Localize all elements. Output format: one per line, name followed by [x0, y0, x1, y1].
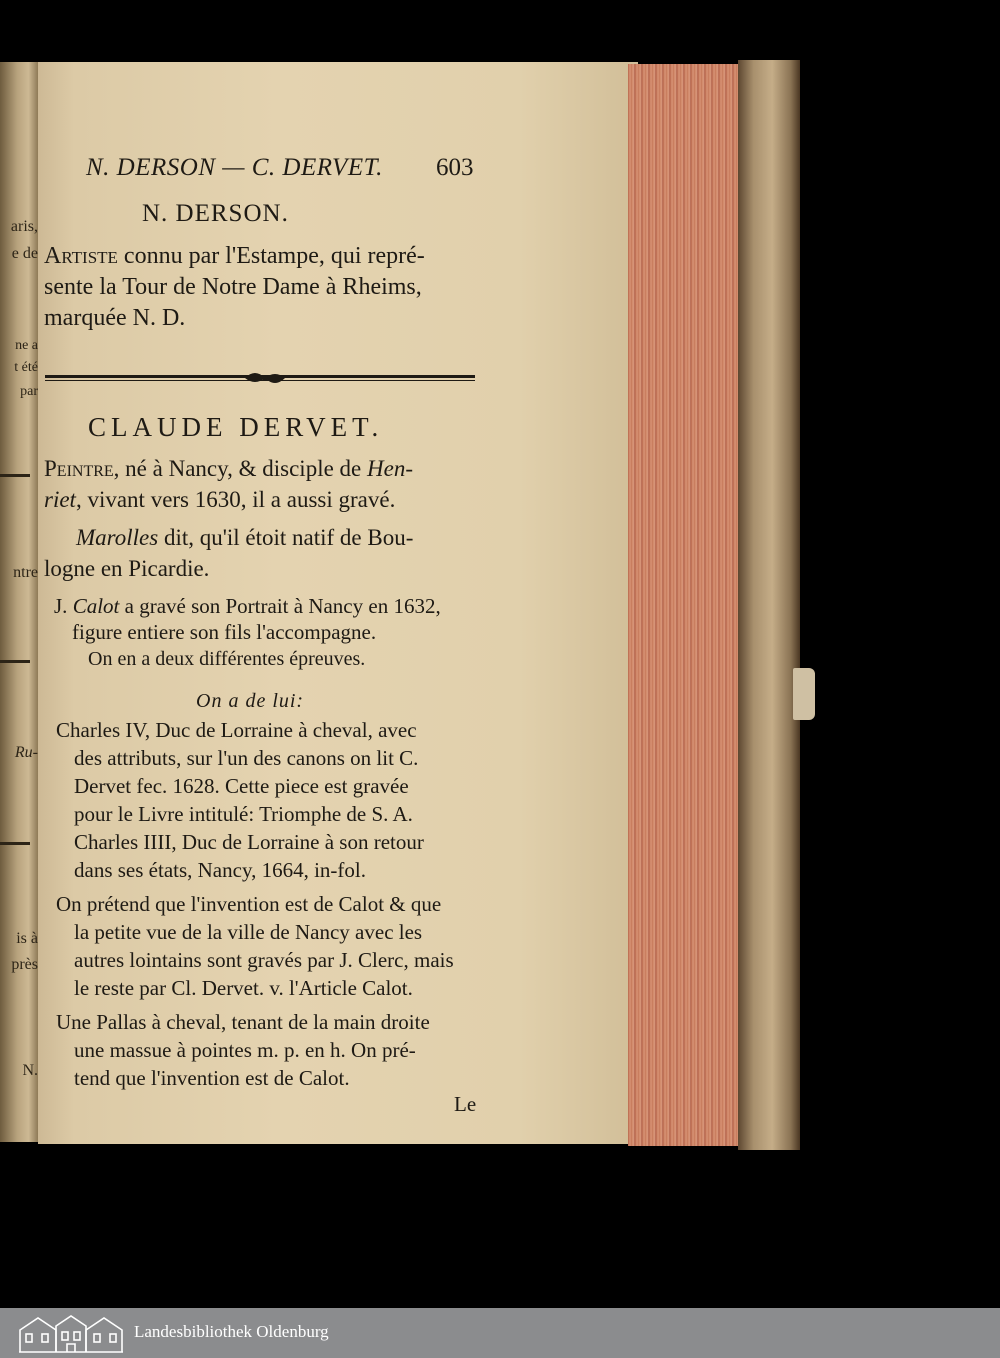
work-line: Une Pallas à cheval, tenant de la main droite [56, 1010, 430, 1034]
entry-text-line [76, 525, 413, 551]
running-head: N. DERSON — C. DERVET. [86, 154, 383, 181]
person-name: riet [44, 487, 76, 512]
left-page-fragment: près [11, 956, 38, 973]
left-page-fragment: ne a [15, 338, 38, 353]
left-page-rule [0, 660, 30, 663]
work-line: la petite vue de la ville de Nancy avec les [74, 920, 423, 944]
work-line: le reste par Cl. Dervet. v. l'Article Calot. [74, 976, 413, 1000]
entry-text: , vivant vers 1630, il a aussi gravé. [75, 487, 396, 512]
bookmark-ribbon [793, 668, 815, 720]
work-line: pour le Livre intitulé: Triomphe de S. A. [74, 802, 413, 826]
entry-heading-dervet: CLAUDE DERVET. [88, 412, 384, 442]
work-line: Charles IIII, Duc de Lorraine à son retour [74, 830, 424, 854]
work-line: autres lointains sont gravés par J. Clerc, mais [74, 948, 454, 972]
left-page-rule [0, 842, 30, 845]
book-cover [738, 60, 800, 1150]
ornamental-rule [45, 368, 475, 388]
entry-text-line: On en a deux différentes épreuves. [88, 648, 366, 670]
works-heading: On a de lui: [196, 690, 305, 712]
entry-text-line: figure entiere son fils l'accompagne. [72, 620, 377, 644]
catchword: Le [454, 1092, 477, 1116]
left-page-fragment: aris, [10, 218, 38, 235]
entry-text-line: marquée N. D. [44, 305, 186, 331]
entry-text-line [54, 594, 441, 619]
entry-text-line [44, 456, 413, 482]
work-line: des attributs, sur l'un des canons on lit C. [74, 746, 419, 770]
person-name: Marolles [76, 525, 159, 550]
library-building-logo [18, 1314, 124, 1354]
left-page-rule [0, 474, 30, 477]
entry-lead-word: Peintre [44, 456, 114, 481]
work-line: une massue à pointes m. p. en h. On pré- [74, 1038, 416, 1062]
entry-text: J. [54, 594, 68, 618]
person-name: Calot [72, 594, 120, 618]
entry-text-line [44, 243, 425, 270]
page-edges [628, 64, 740, 1146]
left-page-fragment: N. [22, 1062, 38, 1079]
work-line: dans ses états, Nancy, 1664, in-fol. [74, 858, 366, 882]
left-page-fragment: par [20, 384, 38, 399]
page-number: 603 [436, 154, 474, 181]
work-line: Charles IV, Duc de Lorraine à cheval, avec [56, 718, 417, 742]
entry-text-line: sente la Tour de Notre Dame à Rheims, [44, 274, 422, 300]
entry-text-line: logne en Picardie. [44, 556, 210, 581]
entry-text-line [44, 487, 395, 513]
entry-text: dit, qu'il étoit natif de Bou- [163, 525, 414, 550]
entry-text: , né à Nancy, & disciple de [113, 456, 362, 481]
work-line: tend que l'invention est de Calot. [74, 1066, 350, 1090]
entry-text: a gravé son Portrait à Nancy en 1632, [124, 594, 441, 618]
entry-text: connu par l'Estampe, qui repré- [123, 243, 425, 269]
left-page-fragment: e de [11, 245, 38, 262]
left-page-fragment: Ru- [14, 744, 38, 761]
person-name: Hen- [367, 456, 413, 481]
left-page-fragment: ntre [13, 564, 38, 581]
entry-heading-derson: N. DERSON. [142, 200, 289, 227]
work-line: Dervet fec. 1628. Cette piece est gravée [74, 774, 409, 798]
entry-lead-word: Artiste [44, 243, 118, 269]
library-name: Landesbibliothek Oldenburg [134, 1322, 329, 1341]
left-page-fragment: is à [16, 930, 38, 947]
left-page-fragment: t été [14, 360, 38, 375]
library-footer [0, 1308, 1000, 1358]
work-line: On prétend que l'invention est de Calot & que [56, 892, 442, 916]
